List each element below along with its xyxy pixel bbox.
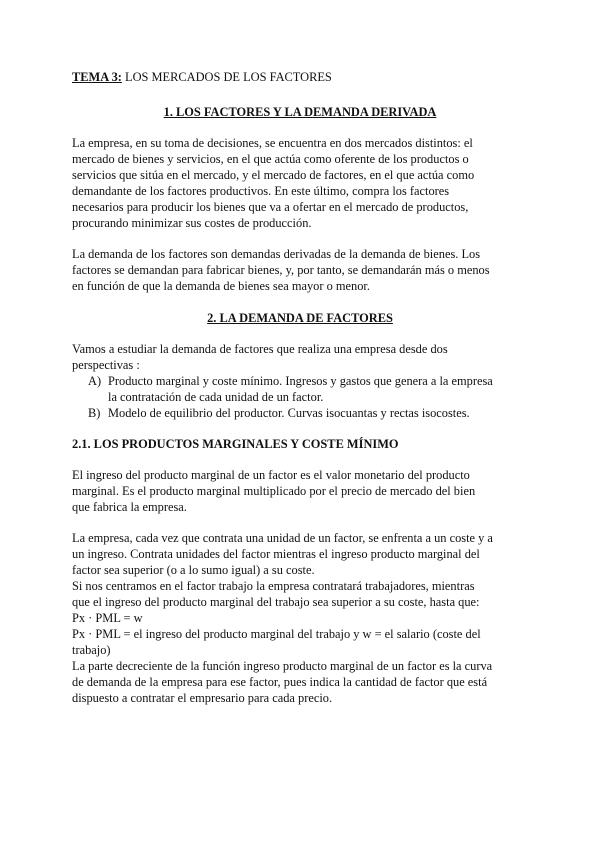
tema-title-text: LOS MERCADOS DE LOS FACTORES: [121, 70, 332, 84]
list-item-a-continuation: la contratación de cada unidad de un factor.: [108, 390, 324, 404]
section-2-1-paragraph-1-line: El ingreso del producto marginal de un factor es el valor monetario del producto: [72, 468, 470, 482]
section-1-paragraph-2-line: La demanda de los factores son demandas derivadas de la demanda de bienes. Los: [72, 247, 481, 261]
section-2-1-paragraph-3-line: dispuesto a contratar el empresario para cada precio.: [72, 691, 333, 705]
section-2-1-paragraph-2-line: factor sea superior (o a lo sumo igual) a su coste.: [72, 563, 315, 577]
section-1-paragraph-1-line: servicios que sitúa en el mercado, y el mercado de factores, en el que actúa como: [72, 168, 475, 182]
section-2-1-heading: 2.1. LOS PRODUCTOS MARGINALES Y COSTE MÍNIMO: [72, 437, 399, 451]
list-marker: B): [88, 406, 101, 420]
section-2-1-paragraph-2-line: un ingreso. Contrata unidades del factor mientras el ingreso producto marginal del: [72, 547, 480, 561]
section-1-paragraph-1-line: demandante de los factores productivos. En este último, compra los factores: [72, 184, 450, 198]
section-2-1-paragraph-1-line: que fabrica la empresa.: [72, 500, 187, 514]
page-title: [72, 69, 532, 85]
section-1-paragraph-1-line: mercado de bienes y servicios, en el que actúa como oferente de los productos o: [72, 152, 469, 166]
section-1-paragraph-1-line: La empresa, en su toma de decisiones, se encuentra en dos mercados distintos: el: [72, 136, 473, 150]
section-2-intro-line: perspectivas :: [72, 358, 140, 372]
tema-label: TEMA 3:: [72, 70, 122, 84]
list-item-text: Producto marginal y coste mínimo. Ingresos y gastos que genera a la empresa: [108, 374, 493, 388]
list-marker: A): [88, 374, 102, 388]
section-2-1-paragraph-1-line: marginal. Es el producto marginal multiplicado por el precio de mercado del bien: [72, 484, 476, 498]
section-1-heading: 1. LOS FACTORES Y LA DEMANDA DERIVADA: [163, 105, 437, 119]
section-2-intro-line: Vamos a estudiar la demanda de factores que realiza una empresa desde dos: [72, 342, 448, 356]
list-item-text: Modelo de equilibrio del productor. Curvas isocuantas y rectas isocostes.: [108, 406, 470, 420]
formula-definition-line: trabajo): [72, 643, 111, 657]
list-item-a: [88, 373, 493, 389]
section-2-1-paragraph-3-line: de demanda de la empresa para ese factor, pues indica la cantidad de factor que está: [72, 675, 488, 689]
section-1-paragraph-1-line: procurando minimizar sus costes de producción.: [72, 216, 312, 230]
section-1-paragraph-2-line: factores se demandan para fabricar bienes, y, por tanto, se demandarán más o menos: [72, 263, 490, 277]
section-2-heading: 2. LA DEMANDA DE FACTORES: [207, 311, 393, 325]
formula-definition-line: Px · PML = el ingreso del producto marginal del trabajo y w = el salario (coste del: [72, 627, 481, 641]
formula-line: Px · PML = w: [72, 611, 143, 625]
section-1-paragraph-2-line: en función de que la demanda de bienes sea mayor o menor.: [72, 279, 370, 293]
section-2-1-paragraph-2-line: Si nos centramos en el factor trabajo la empresa contratará trabajadores, mientras: [72, 579, 475, 593]
section-2-1-paragraph-2-line: La empresa, cada vez que contrata una unidad de un factor, se enfrenta a un coste y a: [72, 531, 493, 545]
section-2-1-paragraph-3-line: La parte decreciente de la función ingreso producto marginal de un factor es la curva: [72, 659, 493, 673]
section-1-paragraph-1-line: necesarios para producir los bienes que va a ofertar en el mercado de productos,: [72, 200, 469, 214]
list-item-b: [88, 405, 470, 421]
section-2-1-paragraph-2-line: que el ingreso del producto marginal del trabajo sea superior a su coste, hasta que:: [72, 595, 480, 609]
